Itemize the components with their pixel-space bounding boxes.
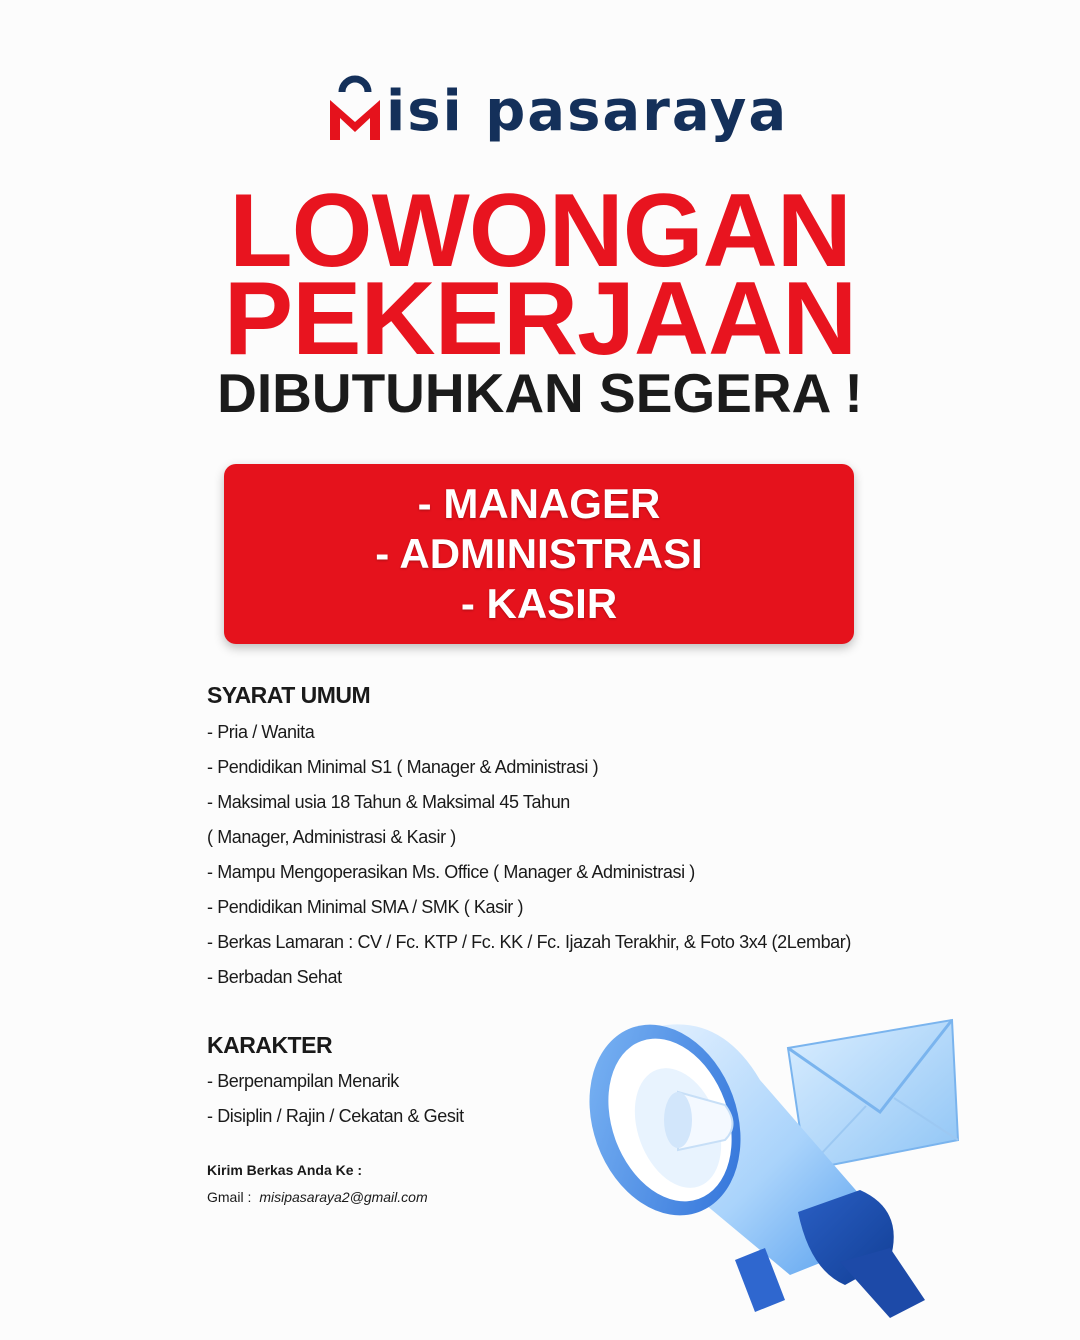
- position-administrasi: - ADMINISTRASI: [375, 530, 703, 577]
- headline-subtitle: DIBUTUHKAN SEGERA !: [217, 362, 863, 424]
- list-item: - Maksimal usia 18 Tahun & Maksimal 45 Tahun: [207, 792, 570, 812]
- email-link[interactable]: misipasaraya2@gmail.com: [259, 1189, 428, 1205]
- position-manager: - MANAGER: [417, 480, 661, 527]
- headline-line-2: PEKERJAAN: [223, 261, 857, 377]
- karakter-title: KARAKTER: [207, 1032, 333, 1058]
- brand-name: isi pasaraya: [386, 79, 789, 144]
- syarat-umum-list: [207, 715, 851, 995]
- headline-line-1: LOWONGAN: [229, 173, 851, 289]
- list-item: - Berbadan Sehat: [207, 967, 342, 987]
- position-kasir: - KASIR: [460, 580, 618, 627]
- brand-logo: [328, 62, 788, 142]
- list-item: - Pendidikan Minimal S1 ( Manager & Administrasi ): [207, 757, 599, 777]
- logo-m-mark-icon: [328, 70, 382, 142]
- list-item: ( Manager, Administrasi & Kasir ): [207, 827, 456, 847]
- list-item: - Disiplin / Rajin / Cekatan & Gesit: [207, 1106, 464, 1126]
- megaphone-envelope-illustration: [560, 1000, 960, 1330]
- list-item: - Pria / Wanita: [207, 722, 315, 742]
- list-item: - Pendidikan Minimal SMA / SMK ( Kasir ): [207, 897, 524, 917]
- list-item: - Mampu Mengoperasikan Ms. Office ( Manager & Administrasi ): [207, 862, 695, 882]
- karakter-list: [207, 1064, 464, 1134]
- syarat-umum-title: SYARAT UMUM: [207, 682, 371, 708]
- positions-box: [224, 464, 854, 644]
- list-item: - Berkas Lamaran : CV / Fc. KTP / Fc. KK / Fc. Ijazah Terakhir, & Foto 3x4 (2Lembar): [207, 932, 851, 952]
- contact-label: Kirim Berkas Anda Ke :: [207, 1162, 363, 1178]
- gmail-label: Gmail :: [207, 1189, 252, 1205]
- contact-gmail: [207, 1189, 428, 1205]
- list-item: - Berpenampilan Menarik: [207, 1071, 399, 1091]
